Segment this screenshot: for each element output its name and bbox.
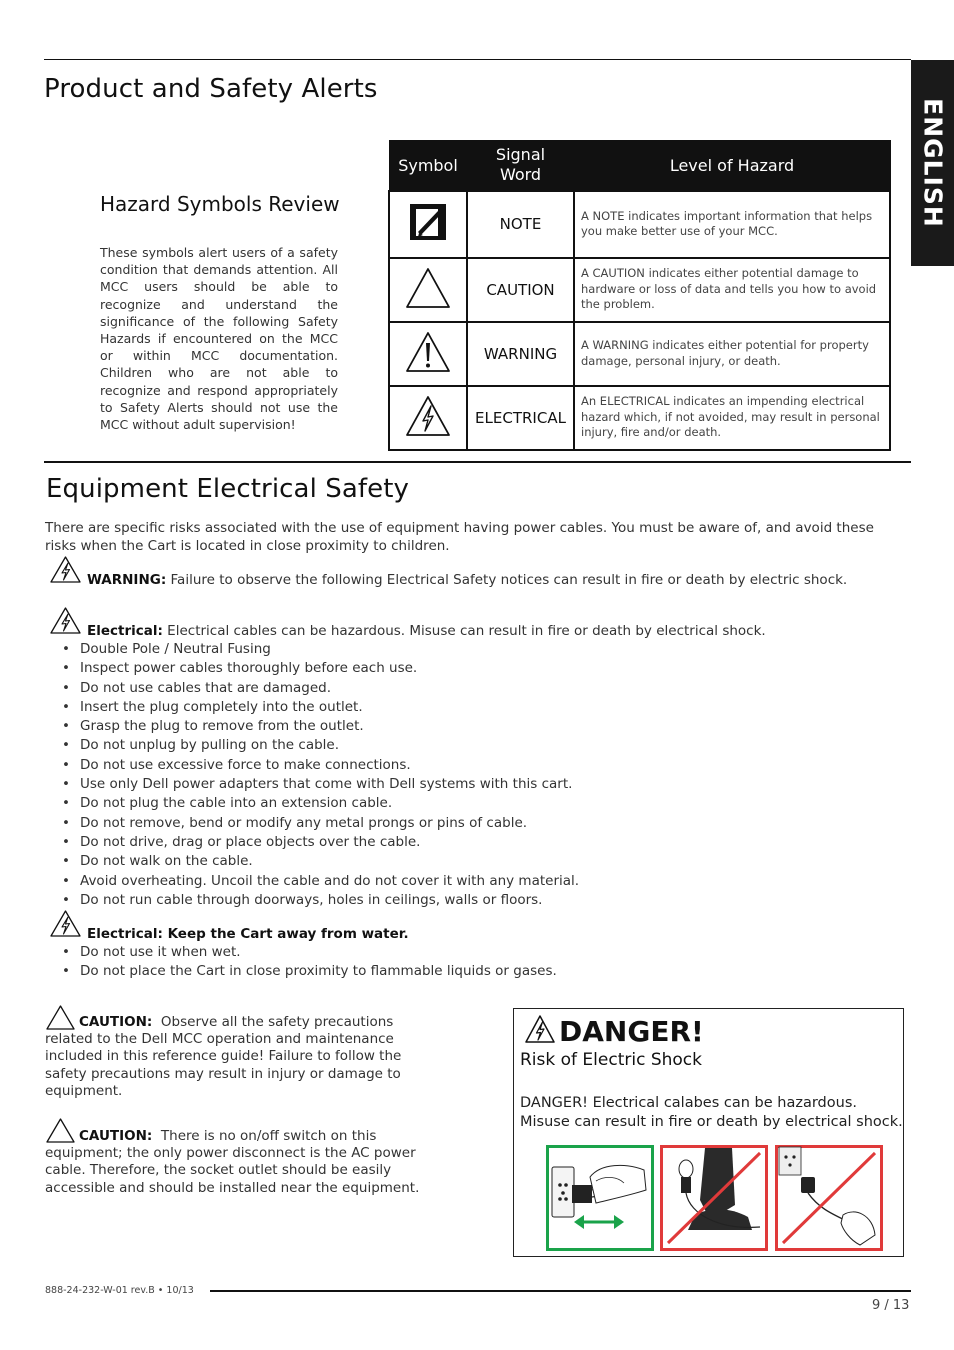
language-tab [911,60,954,266]
signal-word-warning: WARNING [467,322,574,386]
list-item: • Double Pole / Neutral Fusing [62,640,579,659]
caution-triangle-icon [389,258,467,322]
danger-title: DANGER! [559,1015,704,1048]
signal-word-electrical: ELECTRICAL [467,386,574,450]
desc-electrical: An ELECTRICAL indicates an impending electrical hazard which, if not avoided, may result in personal injury, fire and/or death. [574,386,890,450]
list-item: • Inspect power cables thoroughly before each use. [62,659,579,678]
danger-box [513,1008,904,1257]
list-item: • Do not run cable through doorways, holes in ceilings, walls or floors. [62,891,579,910]
note-icon [389,191,467,258]
list-item: • Do not use it when wet. [62,943,557,962]
list-item: • Grasp the plug to remove from the outlet. [62,717,579,736]
electrical-water-icon [49,909,82,938]
danger-line-2: Misuse can result in fire or death by electrical shock. [520,1114,903,1130]
list-item: • Do not use excessive force to make connections. [62,756,579,775]
list-item: • Use only Dell power adapters that come with Dell systems with this cart. [62,775,579,794]
signal-word-note: NOTE [467,191,574,258]
list-item: • Do not use cables that are damaged. [62,679,579,698]
danger-subtitle: Risk of Electric Shock [520,1050,702,1070]
table-row [389,191,890,258]
desc-warning: A WARNING indicates either potential for property damage, personal injury, or death. [574,322,890,386]
list-item: • Do not remove, bend or modify any metal prongs or pins of cable. [62,814,579,833]
prohibited-pull-cable-illustration [775,1145,883,1251]
electrical-rules-list [62,640,579,910]
water-rules-list [62,943,557,982]
table-row [389,258,890,322]
caution-notice-2: CAUTION: There is no on/off switch on this equipment; the only power disconnect is the AC power cable. Therefore, the socket outlet should be easily accessible and should be installed near the equipment. [45,1128,420,1196]
warning-exclamation-icon [389,322,467,386]
desc-caution: A CAUTION indicates either potential damage to hardware or loss of data and tells you how to avoid the problem. [574,258,890,322]
caution-notice-1: CAUTION: Observe all the safety precautions related to the Dell MCC operation and maintenance included in this reference guide! Failure to follow the safety precautions may result in injury or damage to equipment. [45,1014,402,1099]
list-item: • Do not drive, drag or place objects over the cable. [62,833,579,852]
danger-line-1: DANGER! Electrical calabes can be hazardous. [520,1095,857,1111]
document-code: 888-24-232-W-01 rev.B • 10/13 [45,1285,194,1296]
header-signal-word: Signal Word [467,141,574,191]
list-item: • Insert the plug completely into the outlet. [62,698,579,717]
signal-word-caution: CAUTION [467,258,574,322]
danger-electrical-icon [524,1014,556,1044]
warning-notice: WARNING: Failure to observe the following Electrical Safety notices can result in fire or death by electric shock. [87,572,848,588]
hazard-review-title: Hazard Symbols Review [100,192,340,216]
section-title-safety-alerts: Product and Safety Alerts [44,74,378,104]
section-title-electrical-safety: Equipment Electrical Safety [46,474,410,504]
electrical-bolt-icon [389,386,467,450]
page-number: 9 / 13 [872,1298,910,1313]
header-symbol: Symbol [389,141,467,191]
water-notice: Electrical: Keep the Cart away from water. [87,926,409,942]
hazard-table [388,140,891,451]
electrical-warning-icon [49,555,82,584]
table-row [389,322,890,386]
hazard-table-header [389,141,890,191]
desc-note: A NOTE indicates important information that helps you make better use of your MCC. [574,191,890,258]
language-tab-label: ENGLISH [918,98,947,228]
electrical-icon [49,606,82,635]
correct-unplug-illustration [546,1145,654,1251]
hazard-review-body: These symbols alert users of a safety condition that demands attention. All MCC users should be able to recognize and understand the significance of the following Safety Hazards if encountered on the MCC or within MCC documentation. Children who are not able to recognize and respond appropriately to Safety Alerts should not use the MCC without adult supervision! [100,245,338,433]
list-item: • Do not place the Cart in close proximity to flammable liquids or gases. [62,962,557,981]
list-item: • Avoid overheating. Uncoil the cable and do not cover it with any material. [62,872,579,891]
list-item: • Do not plug the cable into an extension cable. [62,794,579,813]
table-row [389,386,890,450]
prohibited-step-on-cable-illustration [660,1145,768,1251]
list-item: • Do not unplug by pulling on the cable. [62,736,579,755]
electrical-notice: Electrical: Electrical cables can be hazardous. Misuse can result in fire or death by electrical shock. [87,623,766,639]
list-item: • Do not walk on the cable. [62,852,579,871]
intro-paragraph: There are specific risks associated with the use of equipment having power cables. You must be aware of, and avoid these risks when the Cart is located in close proximity to children. [45,520,874,554]
header-level-of-hazard: Level of Hazard [574,141,890,191]
